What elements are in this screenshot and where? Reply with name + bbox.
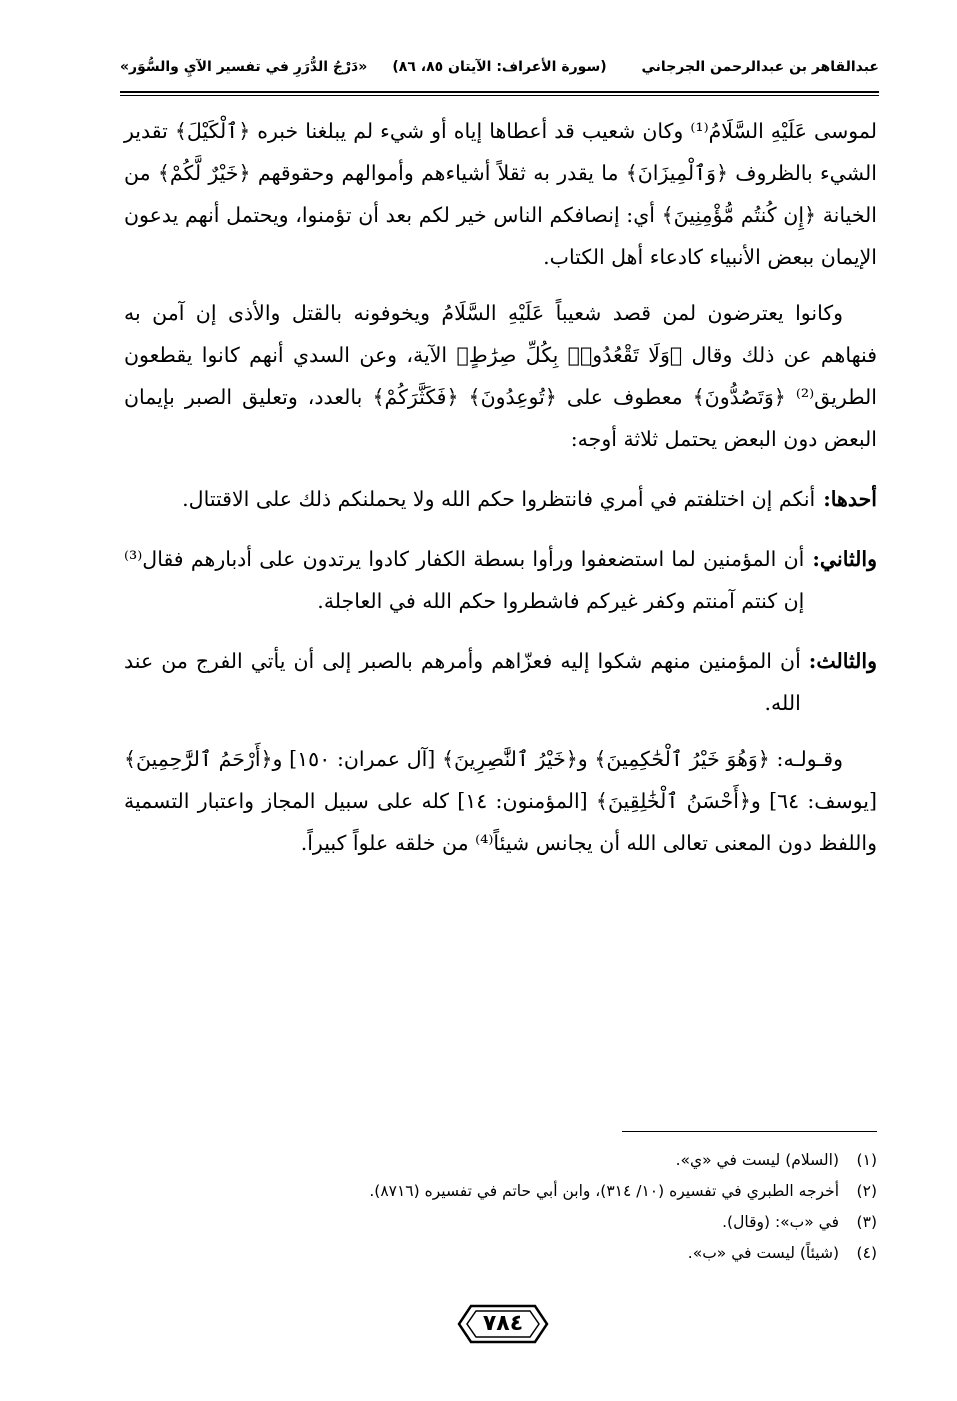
header-surah-reference: (سورة الأعراف: الآيتان ٨٥، ٨٦) [392,59,607,75]
page-number [457,1302,549,1346]
footnote-text: (السلام) ليست في «ي». [675,1151,839,1169]
running-header [120,57,879,87]
footnotes [124,1145,877,1269]
footnote-text: أخرجه الطبري في تفسيره (١٠/ ٣١٤)، وابن أبي حاتم في تفسيره (٨٧١٦). [369,1182,839,1200]
paragraph-2: وكانوا يعترضون لمن قصد شعيباً عَلَيْهِ السَّلَامُ ويخوفونه بالقتل والأذى إن آمن به فنهاهم عن ذلك وقال ﴿وَلَا تَقْعُدُوا۟ بِكُلِّ صِرَٰطٍ﴾ الآية، وعن السدي أنهم كانوا يقطعون الطريق⁽²⁾ ﴿وَتَصُدُّونَ﴾ معطوف على ﴿تُوعِدُونَ﴾ ﴿فَكَثَّرَكُمْ﴾ بالعدد، وتعليق الصبر بإيمان البعض دون البعض يحتمل ثلاثة أوجه: [124,301,878,451]
footnote [124,1145,877,1176]
item-text-second: أن المؤمنين لما استضعفوا ورأوا بسطة الكفار كادوا يرتدون على أدبارهم فقال⁽³⁾ إن كنتم آمنتم وكفر غيركم فاشطروا حكم الله في العاجلة. [124,547,805,613]
list-item-first [124,478,877,520]
main-text [124,110,877,864]
footnote-text: في «ب»: (وقال). [722,1213,839,1231]
paragraph-1: لموسى عَلَيْهِ السَّلَامُ⁽¹⁾ وكان شعيب قد أعطاها إياه أو شيء لم يبلغنا خبره ﴿ٱلْكَيْلَ﴾ تقدير الشيء بالظروف ﴿وَٱلْمِيزَانَ﴾ ما يقدر به ثقلاً أشياءهم وأموالهم وحقوقهم ﴿خَيْرٌ لَّكُمْ﴾ من الخيانة ﴿إِن كُنتُم مُّؤْمِنِينَ﴾ أي: إنصافكم الناس خير لكم بعد أن تؤمنوا، ويحتمل أنهم يدعون الإيمان ببعض الأنبياء كادعاء أهل الكتاب. [124,119,877,269]
footnote [124,1176,877,1207]
header-author: عبدالقاهر بن عبدالرحمن الجرجاني [641,59,879,75]
header-rule-thick [120,91,879,93]
header-book-title: «دَرْجُ الدُّرَرِ في تفسير الآيِ والسُّوَر» [120,59,368,75]
list-item-third [124,640,877,724]
footnote [124,1207,877,1238]
list-item-second [124,538,877,622]
footnote-number: (١) [856,1151,877,1169]
footnote [124,1238,877,1269]
item-text-first: أنكم إن اختلفتم في أمري فانتظروا حكم الله ولا يحملنكم ذلك على الاقتتال. [182,487,816,511]
item-text-third: أن المؤمنين منهم شكوا إليه فعزّاهم وأمرهم بالصبر إلى أن يأتي الفرج من عند الله. [124,649,801,715]
header-rule-thin [120,95,879,96]
item-label-first: أحدها: [823,487,877,511]
item-label-second: والثاني: [812,547,877,571]
page-number-value: ٧٨٤ [482,1311,524,1336]
item-label-third: والثالث: [808,649,877,673]
footnote-text: (شيئاً) ليست في «ب». [687,1244,839,1262]
footnote-number: (٤) [856,1244,877,1262]
paragraph-3: وقـولـه: ﴿وَهُوَ خَيْرُ ٱلْحَٰكِمِينَ﴾ و﴿خَيْرُ ٱلنَّٰصِرِينَ﴾ [آل عمران: ١٥٠] و﴿أَرْحَمُ ٱلرَّٰحِمِينَ﴾ [يوسف: ٦٤] و﴿أَحْسَنُ ٱلْخَٰلِقِينَ﴾ [المؤمنون: ١٤] كله على سبيل المجاز واعتبار التسمية واللفظ دون المعنى تعالى الله أن يجانس شيئاً⁽⁴⁾ من خلقه علواً كبيراً. [124,747,877,855]
footnote-number: (٢) [856,1182,877,1200]
footnote-number: (٣) [856,1213,877,1231]
footnote-separator [622,1131,877,1132]
